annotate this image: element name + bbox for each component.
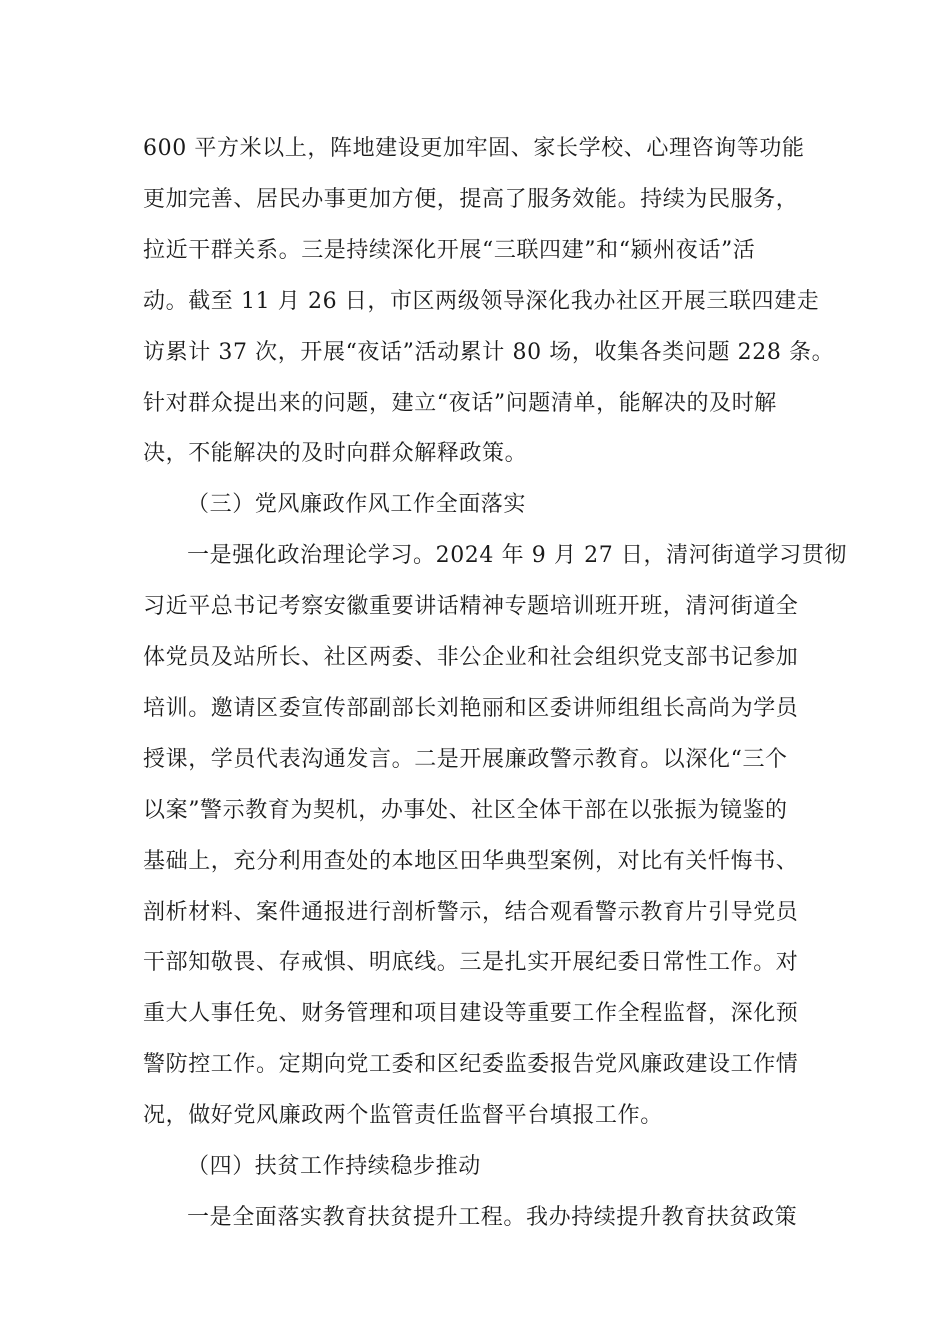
body-text-line: 动。截至 11 月 26 日，市区两级领导深化我办社区开展三联四建走 (143, 288, 820, 314)
body-text-line: 针对群众提出来的问题，建立“夜话”问题清单，能解决的及时解 (143, 390, 777, 416)
body-text-line: 重大人事任免、财务管理和项目建设等重要工作全程监督，深化预 (143, 1001, 799, 1027)
body-text-line: 决，不能解决的及时向群众解释政策。 (143, 441, 528, 467)
body-text-line: 访累计 37 次，开展“夜话”活动累计 80 场，收集各类问题 228 条。 (143, 339, 835, 365)
body-text-line: 一是全面落实教育扶贫提升工程。我办持续提升教育扶贫政策 (187, 1204, 798, 1230)
body-text-line: 一是强化政治理论学习。2024 年 9 月 27 日，清河街道学习贯彻 (187, 543, 847, 569)
body-text-line: 更加完善、居民办事更加方便，提高了服务效能。持续为民服务， (143, 186, 799, 212)
body-text-line: 拉近干群关系。三是持续深化开展“三联四建”和“颍州夜话”活 (143, 237, 756, 263)
body-text-line: 培训。邀请区委宣传部副部长刘艳丽和区委讲师组组长高尚为学员 (143, 695, 799, 721)
section-heading: （四）扶贫工作持续稳步推动 (187, 1154, 481, 1179)
body-text-line: 体党员及站所长、社区两委、非公企业和社会组织党支部书记参加 (143, 645, 799, 670)
body-text-line: 警防控工作。定期向党工委和区纪委监委报告党风廉政建设工作情 (143, 1052, 799, 1078)
body-text-line: 干部知敬畏、存戒惧、明底线。三是扎实开展纪委日常性工作。对 (143, 950, 799, 976)
body-text-line: 况，做好党风廉政两个监管责任监督平台填报工作。 (143, 1103, 663, 1129)
body-text-line: 基础上，充分利用查处的本地区田华典型案例，对比有关忏悔书、 (143, 848, 799, 874)
body-text-line: 剖析材料、案件通报进行剖析警示，结合观看警示教育片引导党员 (143, 899, 799, 925)
body-text-line: 600 平方米以上，阵地建设更加牢固、家长学校、心理咨询等功能 (143, 136, 805, 161)
body-text-line: 授课，学员代表沟通发言。二是开展廉政警示教育。以深化“三个 (143, 746, 788, 772)
body-text-line: 习近平总书记考察安徽重要讲话精神专题培训班开班，清河街道全 (143, 594, 799, 620)
section-heading: （三）党风廉政作风工作全面落实 (187, 492, 527, 518)
body-text-line: 以案”警示教育为契机，办事处、社区全体干部在以张振为镜鉴的 (143, 797, 788, 823)
